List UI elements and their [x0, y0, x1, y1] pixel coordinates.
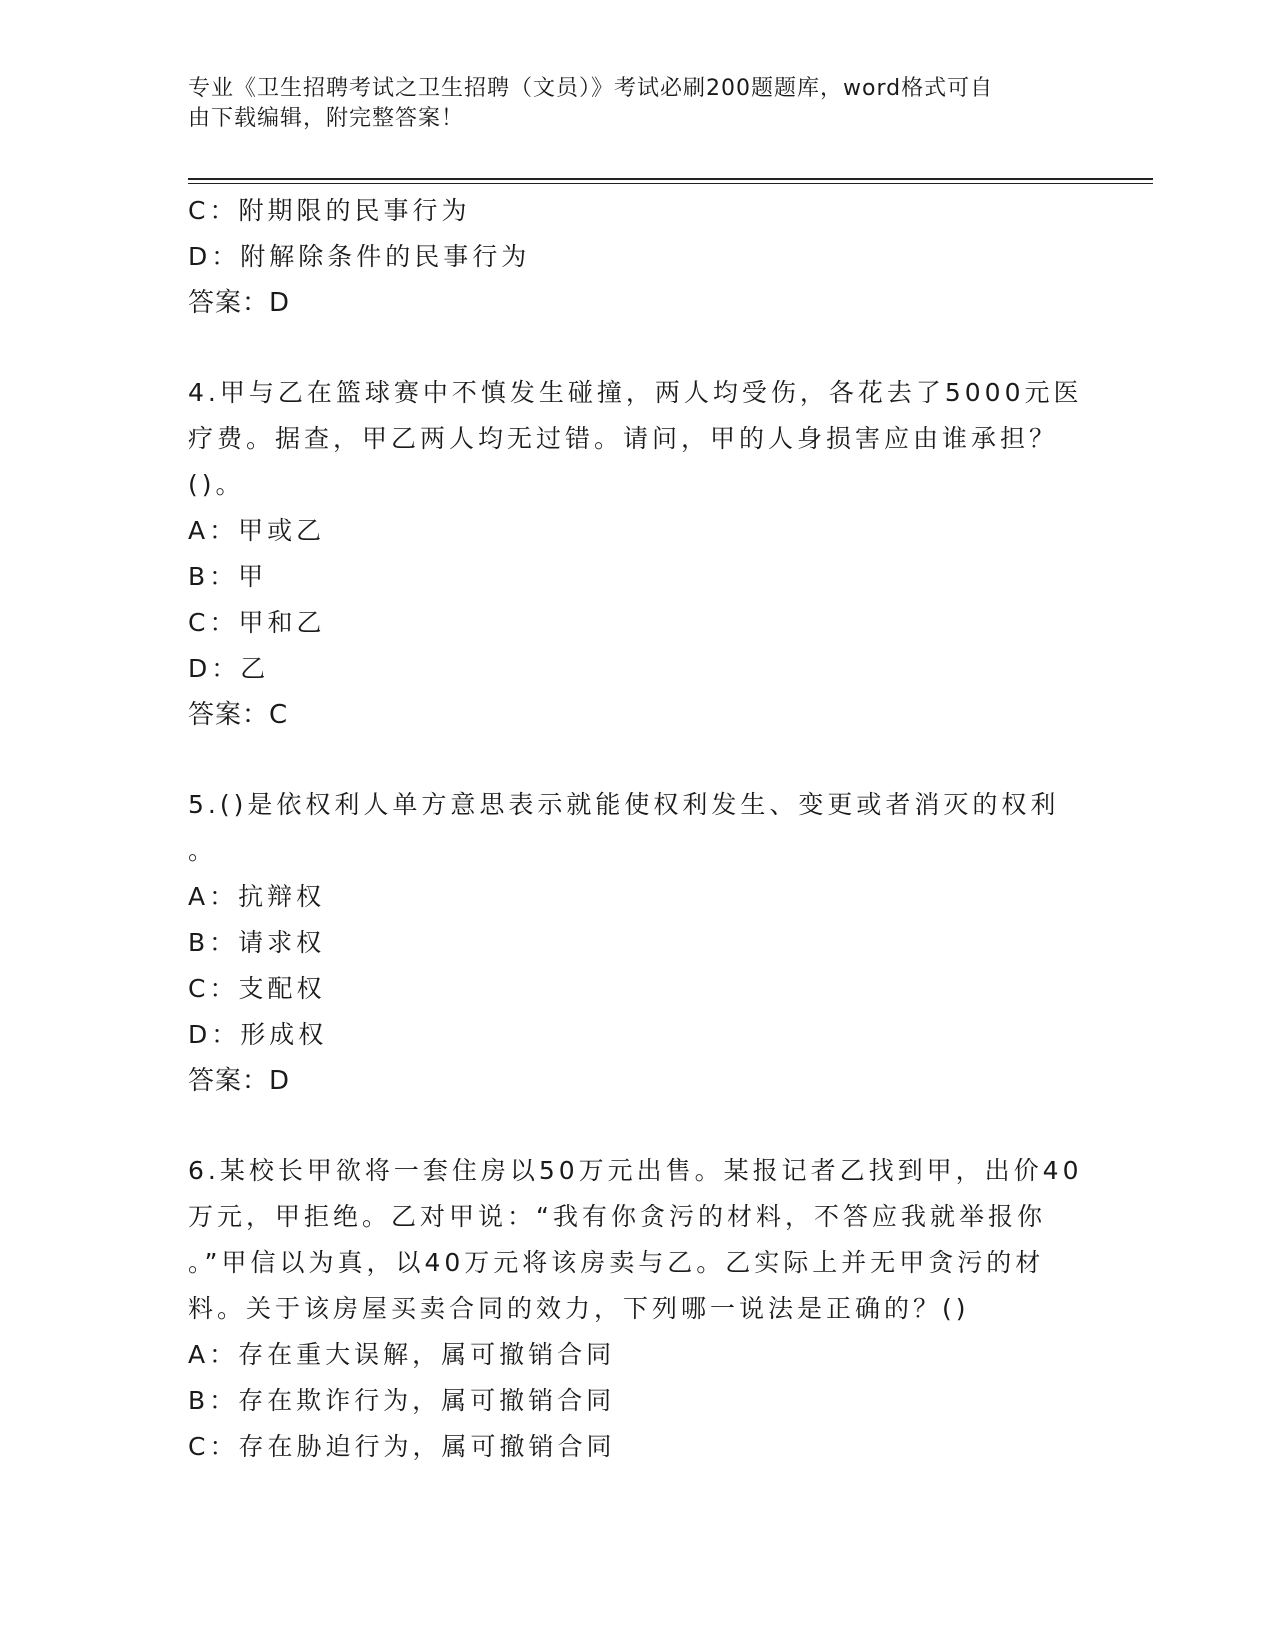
question-stem: 4.甲与乙在篮球赛中不慎发生碰撞，两人均受伤，各花去了5000元医	[188, 378, 1083, 407]
answer-line: 答案：D	[188, 288, 291, 318]
document-body	[188, 188, 1088, 1470]
spacer	[188, 738, 1088, 782]
question-block-4	[188, 370, 1088, 738]
header-title-line-2: 由下载编辑，附完整答案！	[188, 106, 465, 131]
option-d: D：附解除条件的民事行为	[188, 242, 531, 271]
question-stem: 。	[188, 836, 218, 865]
question-block-5	[188, 782, 1088, 1104]
option-a: A：抗辩权	[188, 882, 326, 911]
question-stem: 5.()是依权利人单方意思表示就能使权利发生、变更或者消灭的权利	[188, 790, 1060, 819]
option-b: B：请求权	[188, 928, 326, 957]
question-stem: ()。	[188, 470, 245, 499]
document-header	[188, 74, 1068, 134]
question-stem: 6.某校长甲欲将一套住房以50万元出售。某报记者乙找到甲，出价40	[188, 1156, 1083, 1185]
option-a: A：存在重大误解，属可撤销合同	[188, 1340, 616, 1369]
question-block-6	[188, 1148, 1088, 1470]
question-stem: 疗费。据查，甲乙两人均无过错。请问，甲的人身损害应由谁承担？	[188, 424, 1059, 453]
option-c: C：存在胁迫行为，属可撤销合同	[188, 1432, 616, 1461]
header-divider	[188, 178, 1153, 184]
option-a: A：甲或乙	[188, 516, 326, 545]
option-c: C：支配权	[188, 974, 326, 1003]
option-b: B：甲	[188, 562, 268, 591]
question-block-3	[188, 188, 1088, 326]
option-d: D：形成权	[188, 1020, 328, 1049]
answer-line: 答案：D	[188, 1066, 291, 1096]
spacer	[188, 1104, 1088, 1148]
header-title-line-1: 专业《卫生招聘考试之卫生招聘（文员）》考试必刷200题题库，word格式可自	[188, 76, 994, 101]
question-stem: 料。关于该房屋买卖合同的效力，下列哪一说法是正确的？()	[188, 1294, 970, 1323]
option-c: C：附期限的民事行为	[188, 196, 471, 225]
spacer	[188, 326, 1088, 370]
option-c: C：甲和乙	[188, 608, 326, 637]
answer-line: 答案：C	[188, 700, 289, 730]
option-d: D：乙	[188, 654, 270, 683]
question-stem: 万元，甲拒绝。乙对甲说：“我有你贪污的材料，不答应我就举报你	[188, 1202, 1046, 1231]
option-b: B：存在欺诈行为，属可撤销合同	[188, 1386, 616, 1415]
question-stem: 。”甲信以为真，以40万元将该房卖与乙。乙实际上并无甲贪污的材	[188, 1248, 1045, 1277]
